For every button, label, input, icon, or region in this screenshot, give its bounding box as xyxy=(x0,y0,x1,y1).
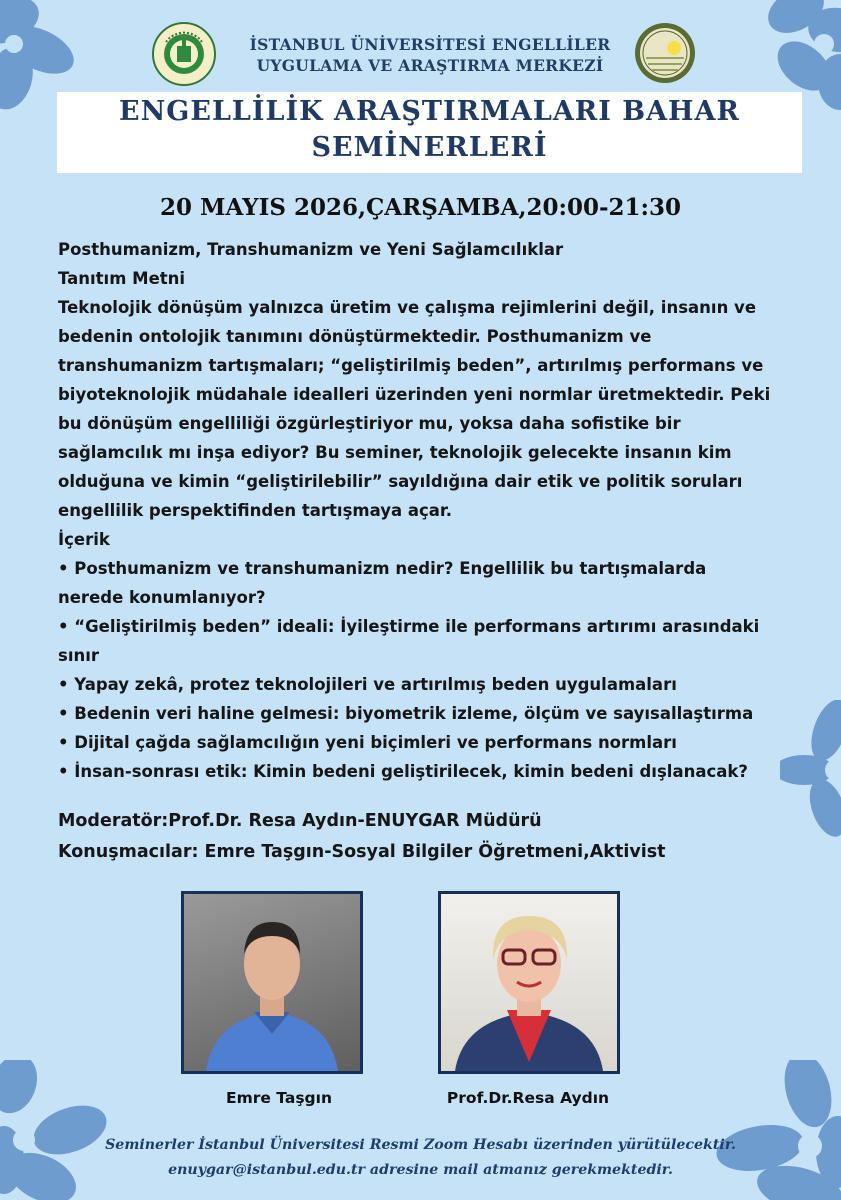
contents-line: • Dijital çağda sağlamcılığın yeni biçimleri ve performans normları xyxy=(58,733,677,752)
speaker-caption-right: Prof.Dr.Resa Aydın xyxy=(446,1089,610,1107)
intro-line: engellilik perspektifinden tartışmaya açar. xyxy=(58,501,452,520)
event-date-time: 20 MAYIS 2026,ÇARŞAMBA,20:00-21:30 xyxy=(159,194,681,221)
intro-line: sağlamcılık mı inşa ediyor? Bu seminer, teknolojik gelecekte insanın kim xyxy=(58,443,732,462)
contents-line: nerede konumlanıyor? xyxy=(58,588,266,607)
organization-title-line1: İSTANBUL ÜNİVERSİTESİ ENGELLİLER xyxy=(249,35,611,54)
footer-line1: Seminerler İstanbul Üniversitesi Resmi Zoom Hesabı üzerinden yürütülecektir. xyxy=(105,1137,736,1153)
intro-line: Teknolojik dönüşüm yalnızca üretim ve çalışma rejimlerini değil, insanın ve xyxy=(58,298,757,317)
moderator-line: Moderatör:Prof.Dr. Resa Aydın-ENUYGAR Müdürü xyxy=(58,811,542,831)
contents-line: • Posthumanizm ve transhumanizm nedir? Engellilik bu tartışmalarda xyxy=(58,559,707,578)
intro-line: transhumanizm tartışmaları; “geliştirilmiş beden”, artırılmış performans ve xyxy=(58,356,764,375)
seminar-content xyxy=(58,235,834,868)
center-logo xyxy=(634,22,696,84)
speakers-line: Konuşmacılar: Emre Taşgın-Sosyal Bilgiler Öğretmeni,Aktivist xyxy=(58,842,666,862)
intro-line: biyoteknolojik müdahale idealleri üzerinden yeni normlar üretmektedir. Peki xyxy=(58,385,771,404)
contents-line: • Bedenin veri haline gelmesi: biyometrik izleme, ölçüm ve sayısallaştırma xyxy=(58,704,754,723)
intro-heading: Tanıtım Metni xyxy=(58,269,186,288)
footer-line2: enuygar@istanbul.edu.tr adresine mail atmanız gerekmektedir. xyxy=(168,1162,673,1178)
speaker-photo-emre xyxy=(181,891,363,1074)
contents-line: • İnsan-sonrası etik: Kimin bedeni geliştirilecek, kimin bedeni dışlanacak? xyxy=(58,762,748,781)
intro-line: olduğuna ve kimin “geliştirilebilir” sayıldığına dair etik ve politik soruları xyxy=(58,472,743,491)
contents-line: • “Geliştirilmiş beden” ideali: İyileştirme ile performans artırımı arasındaki xyxy=(58,617,760,636)
organization-title-line2: UYGULAMA VE ARAŞTIRMA MERKEZİ xyxy=(256,56,604,75)
contents-heading: İçerik xyxy=(58,530,110,549)
speaker-caption-left: Emre Taşgın xyxy=(226,1089,332,1107)
seminar-title xyxy=(57,94,802,166)
contents-line: sınır xyxy=(58,646,100,665)
speaker-photo-resa xyxy=(438,891,620,1074)
organization-title xyxy=(230,34,630,76)
footer-note xyxy=(0,1133,841,1183)
intro-line: bu dönüşüm engelliliği özgürleştiriyor mu, yoksa daha sofistike bir xyxy=(58,414,681,433)
university-seal-logo xyxy=(152,22,216,86)
topic-title: Posthumanizm, Transhumanizm ve Yeni Sağlamcılıklar xyxy=(58,240,564,259)
seminar-title-line1: ENGELLİLİK ARAŞTIRMALARI BAHAR xyxy=(119,96,740,127)
seminar-title-line2: SEMİNERLERİ xyxy=(311,132,548,163)
contents-line: • Yapay zekâ, protez teknolojileri ve artırılmış beden uygulamaları xyxy=(58,675,677,694)
intro-line: bedenin ontolojik tanımını dönüştürmektedir. Posthumanizm ve xyxy=(58,327,652,346)
